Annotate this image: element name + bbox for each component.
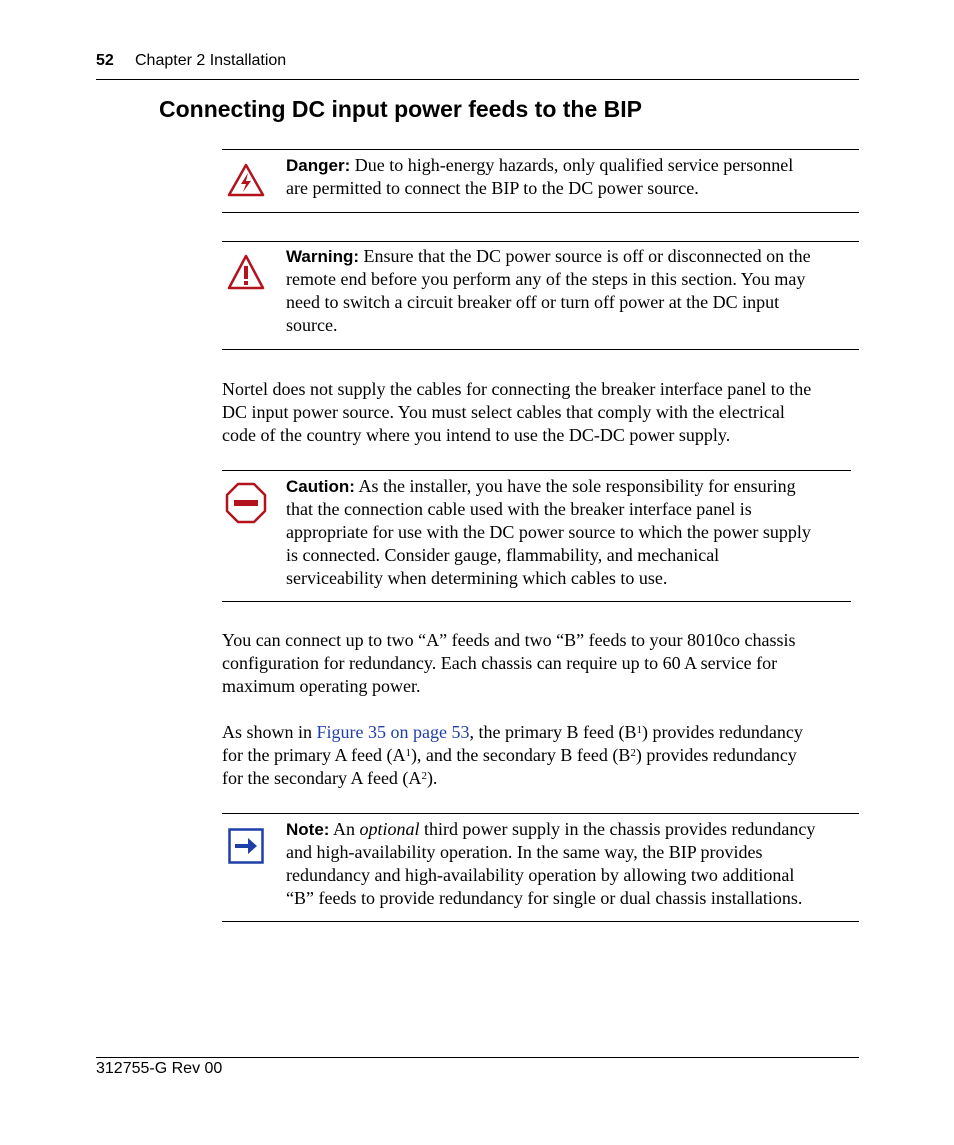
- caution-text: Caution: As the installer, you have the sole responsibility for ensuring that the connection cable used with the breaker interface panel is appropriate for use with the DC power source to which the power supply is connected. Consider gauge, flammability, and mechanical serviceability when determining which cables to use.: [286, 476, 811, 588]
- warning-text: Warning: Ensure that the DC power source is off or disconnected on the remote end before you perform any of the steps in this section. You may need to switch a circuit breaker off or turn off power at the DC input source.: [286, 246, 811, 335]
- redundancy-paragraph: As shown in Figure 35 on page 53, the primary B feed $(B^1)$ provides redundancy for the primary A feed $(A^1)$, and the secondary B feed $(B^2)$ provides redundancy for the secondary A feed $(A^2)$.: [222, 722, 803, 788]
- exclamation-triangle-icon: [226, 253, 266, 296]
- page-number: 52: [96, 52, 114, 69]
- danger-bottom-rule: [222, 212, 859, 213]
- document-id: 312755-G Rev 00: [96, 1060, 223, 1077]
- chapter-heading: Chapter 2 Installation: [135, 52, 287, 69]
- caution-bottom-rule: [222, 601, 851, 602]
- footer-rule: [96, 1057, 859, 1058]
- danger-text: Danger: Due to high-energy hazards, only qualified service personnel are permitted to connect the BIP to the DC power source.: [286, 155, 794, 198]
- feeds-paragraph: You can connect up to two “A” feeds and two “B” feeds to your 8010co chassis configuration for redundancy. Each chassis can require up to 60 A service for maximum operating power.: [222, 630, 796, 696]
- header-rule: [96, 79, 859, 80]
- caution-label: Caution:: [286, 477, 355, 496]
- note-bottom-rule: [222, 921, 859, 922]
- note-text: Note: An optional third power supply in the chassis provides redundancy and high-availability operation. In the same way, the BIP provides redundancy and high-availability operation by allowing two additional “B” feeds to provide redundancy for single or dual chassis installations.: [286, 819, 816, 908]
- lightning-hazard-icon: [226, 162, 266, 203]
- warning-top-rule: [222, 241, 859, 242]
- section-title: Connecting DC input power feeds to the BIP: [159, 96, 642, 122]
- danger-label: Danger:: [286, 156, 351, 175]
- stop-octagon-icon: [225, 482, 267, 529]
- note-label: Note:: [286, 820, 330, 839]
- note-top-rule: [222, 813, 859, 814]
- warning-bottom-rule: [222, 349, 859, 350]
- danger-top-rule: [222, 149, 859, 150]
- right-arrow-icon: [228, 828, 264, 869]
- warning-label: Warning:: [286, 247, 360, 266]
- cables-paragraph: Nortel does not supply the cables for connecting the breaker interface panel to the DC input power source. You must select cables that comply with the electrical code of the country where you intend to use the DC-DC power supply.: [222, 379, 812, 445]
- figure-35-link[interactable]: Figure 35 on page 53: [316, 722, 470, 742]
- caution-top-rule: [222, 470, 851, 471]
